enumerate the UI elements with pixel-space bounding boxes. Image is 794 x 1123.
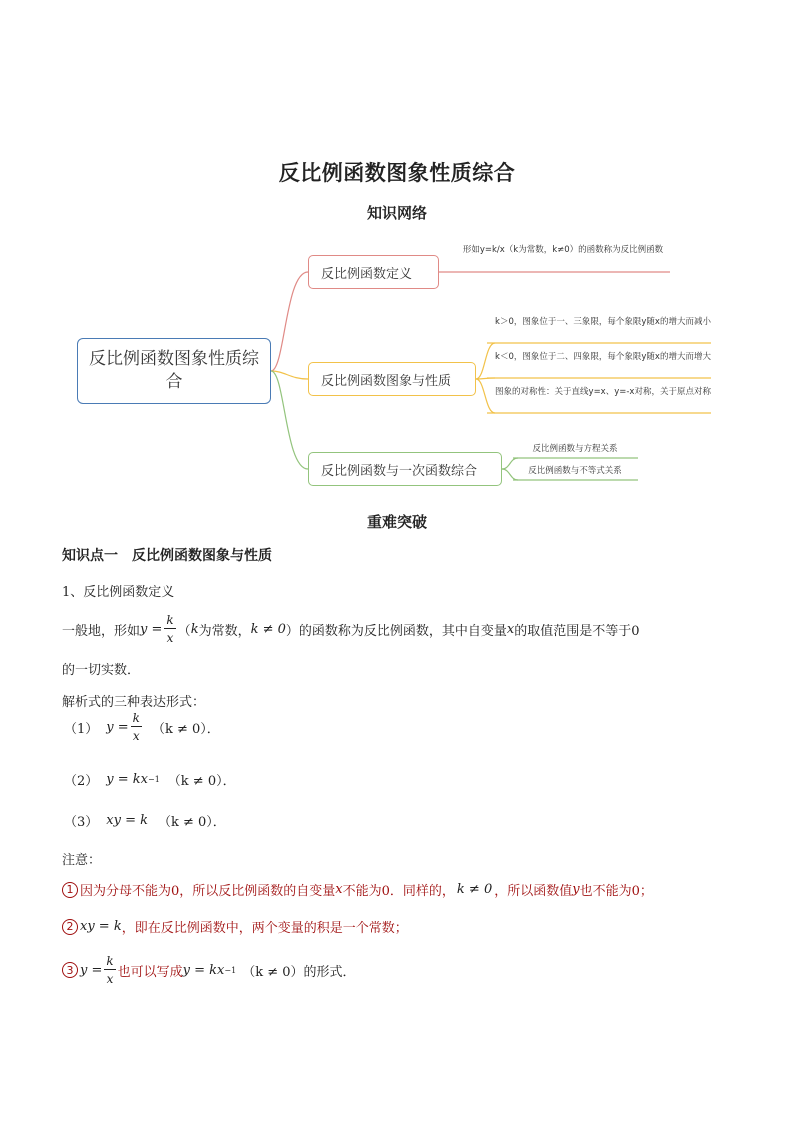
note-3-a: y = — [80, 962, 103, 978]
mindmap-leaf-k-negative: k＜0，图象位于二、四象限，每个象限y随x的增大而增大 — [495, 352, 711, 362]
form-3-expr: xy = k — [106, 813, 148, 828]
def-text-a: 一般地，形如 — [62, 623, 141, 639]
form-2-cond: （k ≠ 0）． — [167, 774, 236, 789]
frac-den: x — [132, 729, 140, 743]
note-1-g: 也不能为0； — [579, 884, 653, 899]
note-1-d: k ≠ 0 — [456, 882, 493, 897]
note-3-c: y = kx — [182, 962, 225, 978]
form-2-expr: y = kx — [106, 772, 148, 787]
form-3-num: （3） — [64, 815, 99, 830]
form-3-cond: （k ≠ 0）． — [158, 815, 226, 830]
note-heading: 注意： — [62, 853, 102, 868]
mindmap-branch-definition: 反比例函数定义 — [308, 255, 439, 289]
knowledge-point-title: 知识点一 反比例函数图象与性质 — [62, 548, 272, 564]
form-1 — [64, 712, 220, 742]
mindmap-leaf-k-positive: k＞0，图象位于一、三象限，每个象限y随x的增大而减小 — [495, 317, 711, 327]
section-heading-key-points: 重难突破 — [366, 513, 427, 531]
note-1 — [62, 880, 653, 899]
note-3-e: （k ≠ 0）的形式． — [242, 964, 356, 980]
note-1-b: x — [335, 882, 343, 897]
mindmap-branch-graph-properties: 反比例函数图象与性质 — [308, 362, 476, 396]
form-2 — [64, 770, 236, 789]
section-heading-knowledge-network: 知识网络 — [366, 204, 427, 222]
note-3 — [62, 955, 356, 985]
mindmap-branch-linear-combination: 反比例函数与一次函数综合 — [308, 452, 502, 486]
page-title: 反比例函数图象性质综合 — [278, 160, 516, 185]
note-2-a: xy = k — [80, 919, 122, 934]
note-2 — [62, 917, 408, 936]
def-y-eq: y = — [140, 621, 163, 637]
frac-num: k — [166, 613, 174, 627]
form-2-exp: −1 — [148, 775, 160, 784]
def-fraction — [164, 614, 175, 644]
mindmap-leaf-definition: 形如y=k/x（k为常数，k≠0）的函数称为反比例函数 — [462, 245, 664, 255]
note-3-b: 也可以写成 — [117, 964, 183, 980]
frac-num: k — [132, 711, 140, 725]
def-text-d: ）的函数称为反比例函数，其中自变量 — [285, 623, 507, 639]
def-k: k — [190, 621, 199, 637]
frac-den: x — [166, 631, 174, 645]
form-1-num: （1） — [64, 721, 99, 737]
note-1-e: ，所以函数值 — [494, 884, 573, 899]
frac-num: k — [106, 954, 114, 968]
form-3 — [64, 811, 226, 830]
frac-den: x — [106, 972, 114, 986]
note-3-exp: −1 — [224, 965, 237, 975]
note-3-mark: 3 — [62, 962, 78, 978]
form-1-fraction — [131, 712, 142, 742]
def-kne0: k ≠ 0 — [250, 621, 286, 637]
def-text-b: （ — [177, 623, 191, 639]
mindmap-leaf-equation: 反比例函数与方程关系 — [532, 444, 618, 454]
def-x: x — [506, 621, 515, 637]
note-1-c: 不能为0．同样的， — [342, 884, 455, 899]
def-text-c: 为常数， — [198, 623, 251, 639]
definition-heading: 1、反比例函数定义 — [62, 585, 175, 600]
note-1-mark: 1 — [62, 882, 78, 898]
note-3-fraction — [104, 955, 115, 985]
form-2-num: （2） — [64, 774, 99, 789]
note-2-b: ，即在反比例函数中，两个变量的积是一个常数； — [121, 921, 408, 936]
def-text-e: 的取值范围是不等于0 — [514, 623, 640, 639]
note-1-a: 因为分母不能为0，所以反比例函数的自变量 — [80, 884, 336, 899]
definition-line-2: 的一切实数． — [62, 663, 141, 678]
definition-line-1 — [62, 614, 640, 644]
forms-heading: 解析式的三种表达形式： — [62, 695, 206, 710]
form-1-cond: （k ≠ 0）． — [151, 721, 220, 737]
mindmap-root: 反比例函数图象性质综合 — [77, 338, 271, 404]
note-1-f: y — [572, 882, 580, 897]
mindmap-leaf-inequality: 反比例函数与不等式关系 — [528, 466, 622, 476]
note-2-mark: 2 — [62, 919, 78, 935]
form-1-expr: y = — [106, 719, 129, 735]
mindmap-leaf-symmetry: 图象的对称性：关于直线y=x、y=-x对称，关于原点对称 — [495, 387, 711, 397]
